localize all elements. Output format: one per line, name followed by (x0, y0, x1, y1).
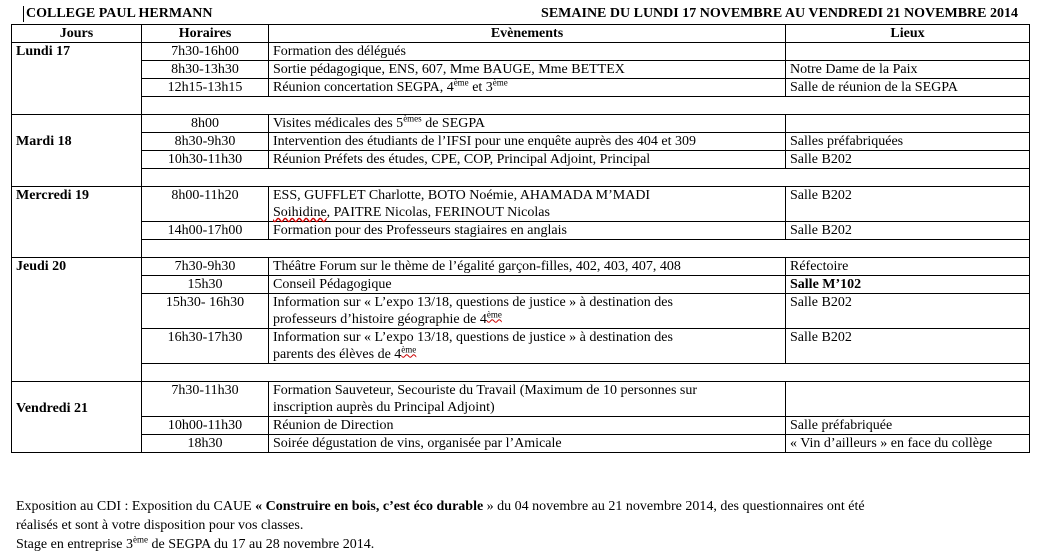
time-cell: 15h30- 16h30 (142, 294, 269, 329)
superscript: ème (486, 309, 502, 320)
footer-notes (16, 497, 1036, 554)
col-header-jours: Jours (12, 25, 142, 43)
place-cell (786, 115, 1030, 133)
time-cell: 14h00-17h00 (142, 222, 269, 240)
table-row (12, 222, 1030, 240)
week-title: SEMAINE DU LUNDI 17 NOVEMBRE AU VENDREDI 21 NOVEMBRE 2014 (541, 6, 1018, 21)
place-cell: « Vin d’ailleurs » en face du collège (786, 435, 1030, 453)
event-text: Réunion concertation SEGPA, 4 (273, 80, 454, 95)
separator-row (12, 240, 1030, 258)
time-cell: 18h30 (142, 435, 269, 453)
footer-text: de SEGPA du 17 au 28 novembre 2014. (148, 537, 375, 552)
footer-bold-text: « Construire en bois, c’est éco durable (255, 499, 484, 514)
event-cell (269, 382, 786, 417)
time-cell: 7h30-9h30 (142, 258, 269, 276)
time-cell: 10h30-11h30 (142, 151, 269, 169)
event-cell (269, 115, 786, 133)
page-header (0, 4, 1048, 24)
table-header-row (12, 25, 1030, 43)
event-text: de SEGPA (421, 116, 485, 131)
event-cell: Théâtre Forum sur le thème de l’égalité garçon-filles, 402, 403, 407, 408 (269, 258, 786, 276)
place-cell: Salle préfabriquée (786, 417, 1030, 435)
event-text: Soihidine (273, 205, 327, 220)
footer-text: Exposition au CDI : Exposition du CAUE (16, 499, 256, 514)
day-vendredi: Vendredi 21 (12, 382, 142, 453)
empty-cell (142, 169, 1030, 187)
place-cell (786, 43, 1030, 61)
superscript: ème (401, 344, 417, 355)
time-cell: 7h30-16h00 (142, 43, 269, 61)
table-row (12, 187, 1030, 222)
empty-cell (142, 364, 1030, 382)
time-cell: 10h00-11h30 (142, 417, 269, 435)
col-header-evenements: Evènements (269, 25, 786, 43)
superscript: ème (133, 534, 149, 545)
event-text: Formation Sauveteur, Secouriste du Travail (Maximum de 10 personnes sur (273, 383, 698, 398)
superscript: èmes (403, 113, 422, 124)
event-cell: Sortie pédagogique, ENS, 607, Mme BAUGE, Mme BETTEX (269, 61, 786, 79)
table-row (12, 435, 1030, 453)
event-cell: Réunion de Direction (269, 417, 786, 435)
event-cell (269, 329, 786, 364)
exposition-note (16, 497, 1036, 535)
superscript: ème (492, 77, 508, 88)
time-cell: 8h30-13h30 (142, 61, 269, 79)
event-cell: Conseil Pédagogique (269, 276, 786, 294)
school-name: COLLEGE PAUL HERMANN (26, 6, 213, 21)
event-cell (269, 187, 786, 222)
event-text: Information sur « L’expo 13/18, questions de justice » à destination des (273, 295, 673, 310)
day-mardi: Mardi 18 (12, 115, 142, 187)
separator-row (12, 97, 1030, 115)
event-cell: Formation des délégués (269, 43, 786, 61)
col-header-horaires: Horaires (142, 25, 269, 43)
footer-text: Stage en entreprise 3 (16, 537, 134, 552)
place-cell: Salle de réunion de la SEGPA (786, 79, 1030, 97)
schedule-table (11, 24, 1030, 453)
place-cell: Salle B202 (786, 329, 1030, 364)
separator-row (12, 364, 1030, 382)
place-cell: Salle M’102 (786, 276, 1030, 294)
col-header-lieux: Lieux (786, 25, 1030, 43)
event-text: et 3 (468, 80, 493, 95)
event-cell: Formation pour des Professeurs stagiaires en anglais (269, 222, 786, 240)
table-row (12, 258, 1030, 276)
table-row (12, 151, 1030, 169)
table-row (12, 115, 1030, 133)
event-text: Information sur « L’expo 13/18, questions de justice » à destination des (273, 330, 673, 345)
time-cell: 15h30 (142, 276, 269, 294)
table-row (12, 276, 1030, 294)
time-cell: 16h30-17h30 (142, 329, 269, 364)
event-cell: Intervention des étudiants de l’IFSI pour une enquête auprès des 404 et 309 (269, 133, 786, 151)
day-lundi: Lundi 17 (12, 43, 142, 115)
table-row (12, 382, 1030, 417)
footer-text: » du 04 novembre au 21 novembre 2014, des questionnaires ont été (483, 499, 865, 514)
time-cell: 12h15-13h15 (142, 79, 269, 97)
day-mercredi: Mercredi 19 (12, 187, 142, 258)
event-text: Visites médicales des 5 (273, 116, 404, 131)
table-row (12, 294, 1030, 329)
place-cell: Salle B202 (786, 151, 1030, 169)
time-cell: 8h30-9h30 (142, 133, 269, 151)
event-cell (269, 79, 786, 97)
stage-note (16, 535, 1036, 554)
event-text: , PAITRE Nicolas, FERINOUT Nicolas (326, 205, 550, 220)
event-text: professeurs d’histoire géographie de 4 (273, 312, 487, 327)
place-cell: Réfectoire (786, 258, 1030, 276)
table-row (12, 417, 1030, 435)
table-row (12, 61, 1030, 79)
table-row (12, 133, 1030, 151)
place-cell: Notre Dame de la Paix (786, 61, 1030, 79)
day-jeudi: Jeudi 20 (12, 258, 142, 382)
separator-row (12, 169, 1030, 187)
place-cell: Salle B202 (786, 222, 1030, 240)
time-cell: 8h00 (142, 115, 269, 133)
time-cell: 7h30-11h30 (142, 382, 269, 417)
place-cell: Salle B202 (786, 294, 1030, 329)
time-cell: 8h00-11h20 (142, 187, 269, 222)
place-cell (786, 382, 1030, 417)
place-cell: Salles préfabriquées (786, 133, 1030, 151)
table-row (12, 43, 1030, 61)
event-text: ESS, GUFFLET Charlotte, BOTO Noémie, AHAMADA M’MADI (273, 188, 651, 203)
event-text: parents des élèves de 4 (273, 347, 402, 362)
footer-text: réalisés et sont à votre disposition pour vos classes. (16, 518, 304, 533)
empty-cell (142, 240, 1030, 258)
empty-cell (142, 97, 1030, 115)
event-cell: Soirée dégustation de vins, organisée par l’Amicale (269, 435, 786, 453)
event-cell: Réunion Préfets des études, CPE, COP, Principal Adjoint, Principal (269, 151, 786, 169)
table-row (12, 329, 1030, 364)
event-text: inscription auprès du Principal Adjoint) (273, 400, 495, 415)
place-cell: Salle B202 (786, 187, 1030, 222)
table-row (12, 79, 1030, 97)
superscript: ème (453, 77, 469, 88)
event-cell (269, 294, 786, 329)
